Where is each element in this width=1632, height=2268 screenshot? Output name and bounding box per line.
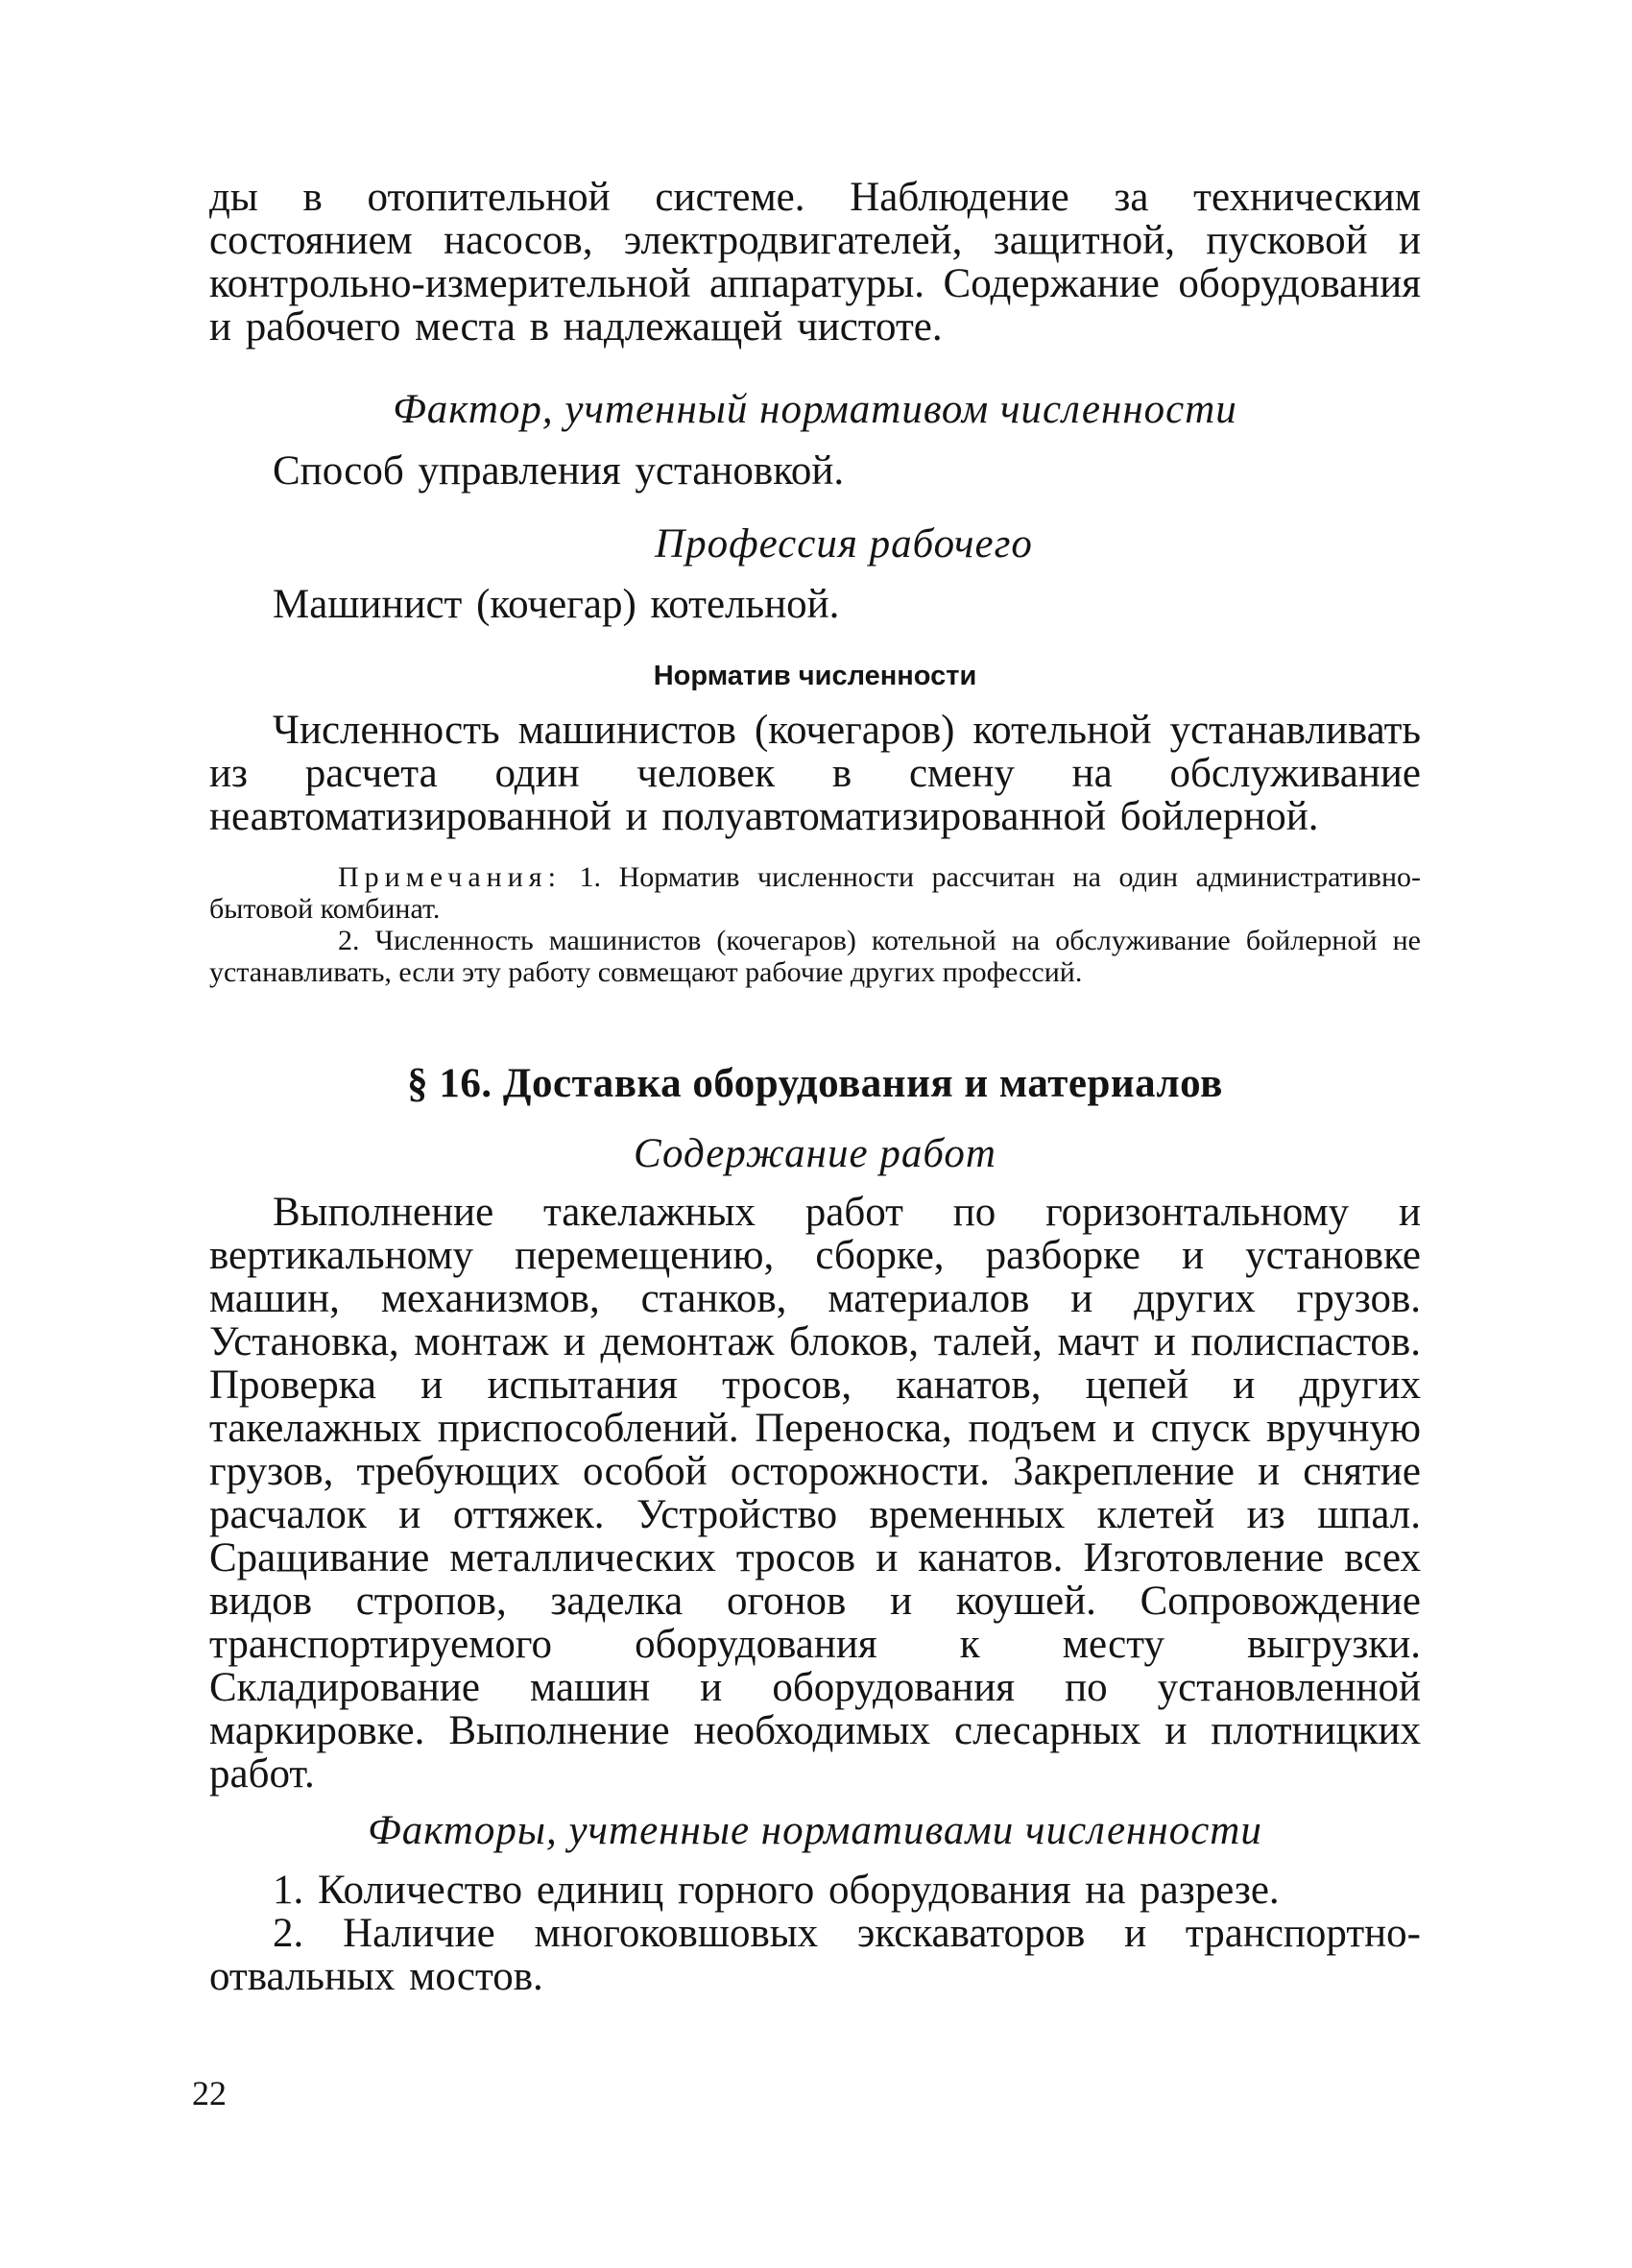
section-heading: § 16. Доставка оборудования и материалов bbox=[407, 1061, 1223, 1106]
intro-paragraph: ды в отопительной системе. Наблюдение за техническим состоянием насосов, электродвигателей, защитной, пусковой и контрольно-измерительной аппаратуры. Содержание оборудования и рабочего места в надлежащей чистоте. bbox=[209, 175, 1421, 350]
note-1 bbox=[209, 861, 1421, 925]
factor-heading: Фактор, учтенный нормативом численности bbox=[393, 387, 1237, 432]
factors-list bbox=[209, 1869, 1421, 1998]
factor-text: Способ управления установкой. bbox=[273, 448, 845, 494]
factors-heading: Факторы, учтенные нормативами численности bbox=[368, 1808, 1262, 1853]
content-text: Выполнение такелажных работ по горизонтальному и вертикальному перемещению, сборке, разборке и установке машин, механизмов, станков, материалов и других грузов. Установка, монтаж и демонтаж блоков, талей, мачт и полиспастов. Проверка и испытания тросов, канатов, цепей и других такелажных приспособлений. Переноска, подъем и спуск вручную грузов, требующих особой осторожности. Закрепление и снятие расчалок и оттяжек. Устройство временных клетей из шпал. Сращивание металлических тросов и канатов. Изготовление всех видов стропов, заделка огонов и коушей. Сопровождение транспортируемого оборудования к месту выгрузки. Складирование машин и оборудования по установленной маркировке. Выполнение необходимых слесарных и плотницких работ. bbox=[209, 1190, 1421, 1797]
norm-heading: Норматив численности bbox=[653, 661, 977, 691]
notes-label: Примечания: bbox=[338, 861, 562, 893]
notes-block bbox=[209, 861, 1421, 988]
content-heading: Содержание работ bbox=[634, 1131, 996, 1176]
factors-list-item-1: 1. Количество единиц горного оборудования на разрезе. bbox=[273, 1868, 1280, 1913]
note-2: 2. Численность машинистов (кочегаров) котельной на обслуживание бойлерной не устанавливать, если эту работу совмещают рабочие других профессий. bbox=[209, 925, 1421, 988]
note-1-text: 1. Норматив численности рассчитан на один административно-бытовой комбинат. bbox=[209, 861, 1422, 925]
norm-text: Численность машинистов (кочегаров) котельной устанавливать из расчета один человек в смену на обслуживание неавтоматизированной и полуавтоматизированной бойлерной. bbox=[209, 708, 1421, 839]
profession-heading: Профессия рабочего bbox=[655, 521, 1033, 567]
factors-list-item-2: 2. Наличие многоковшовых экскаваторов и транспортно-отвальных мостов. bbox=[209, 1911, 1421, 1999]
page-number: 22 bbox=[192, 2074, 227, 2112]
profession-text: Машинист (кочегар) котельной. bbox=[273, 582, 840, 627]
